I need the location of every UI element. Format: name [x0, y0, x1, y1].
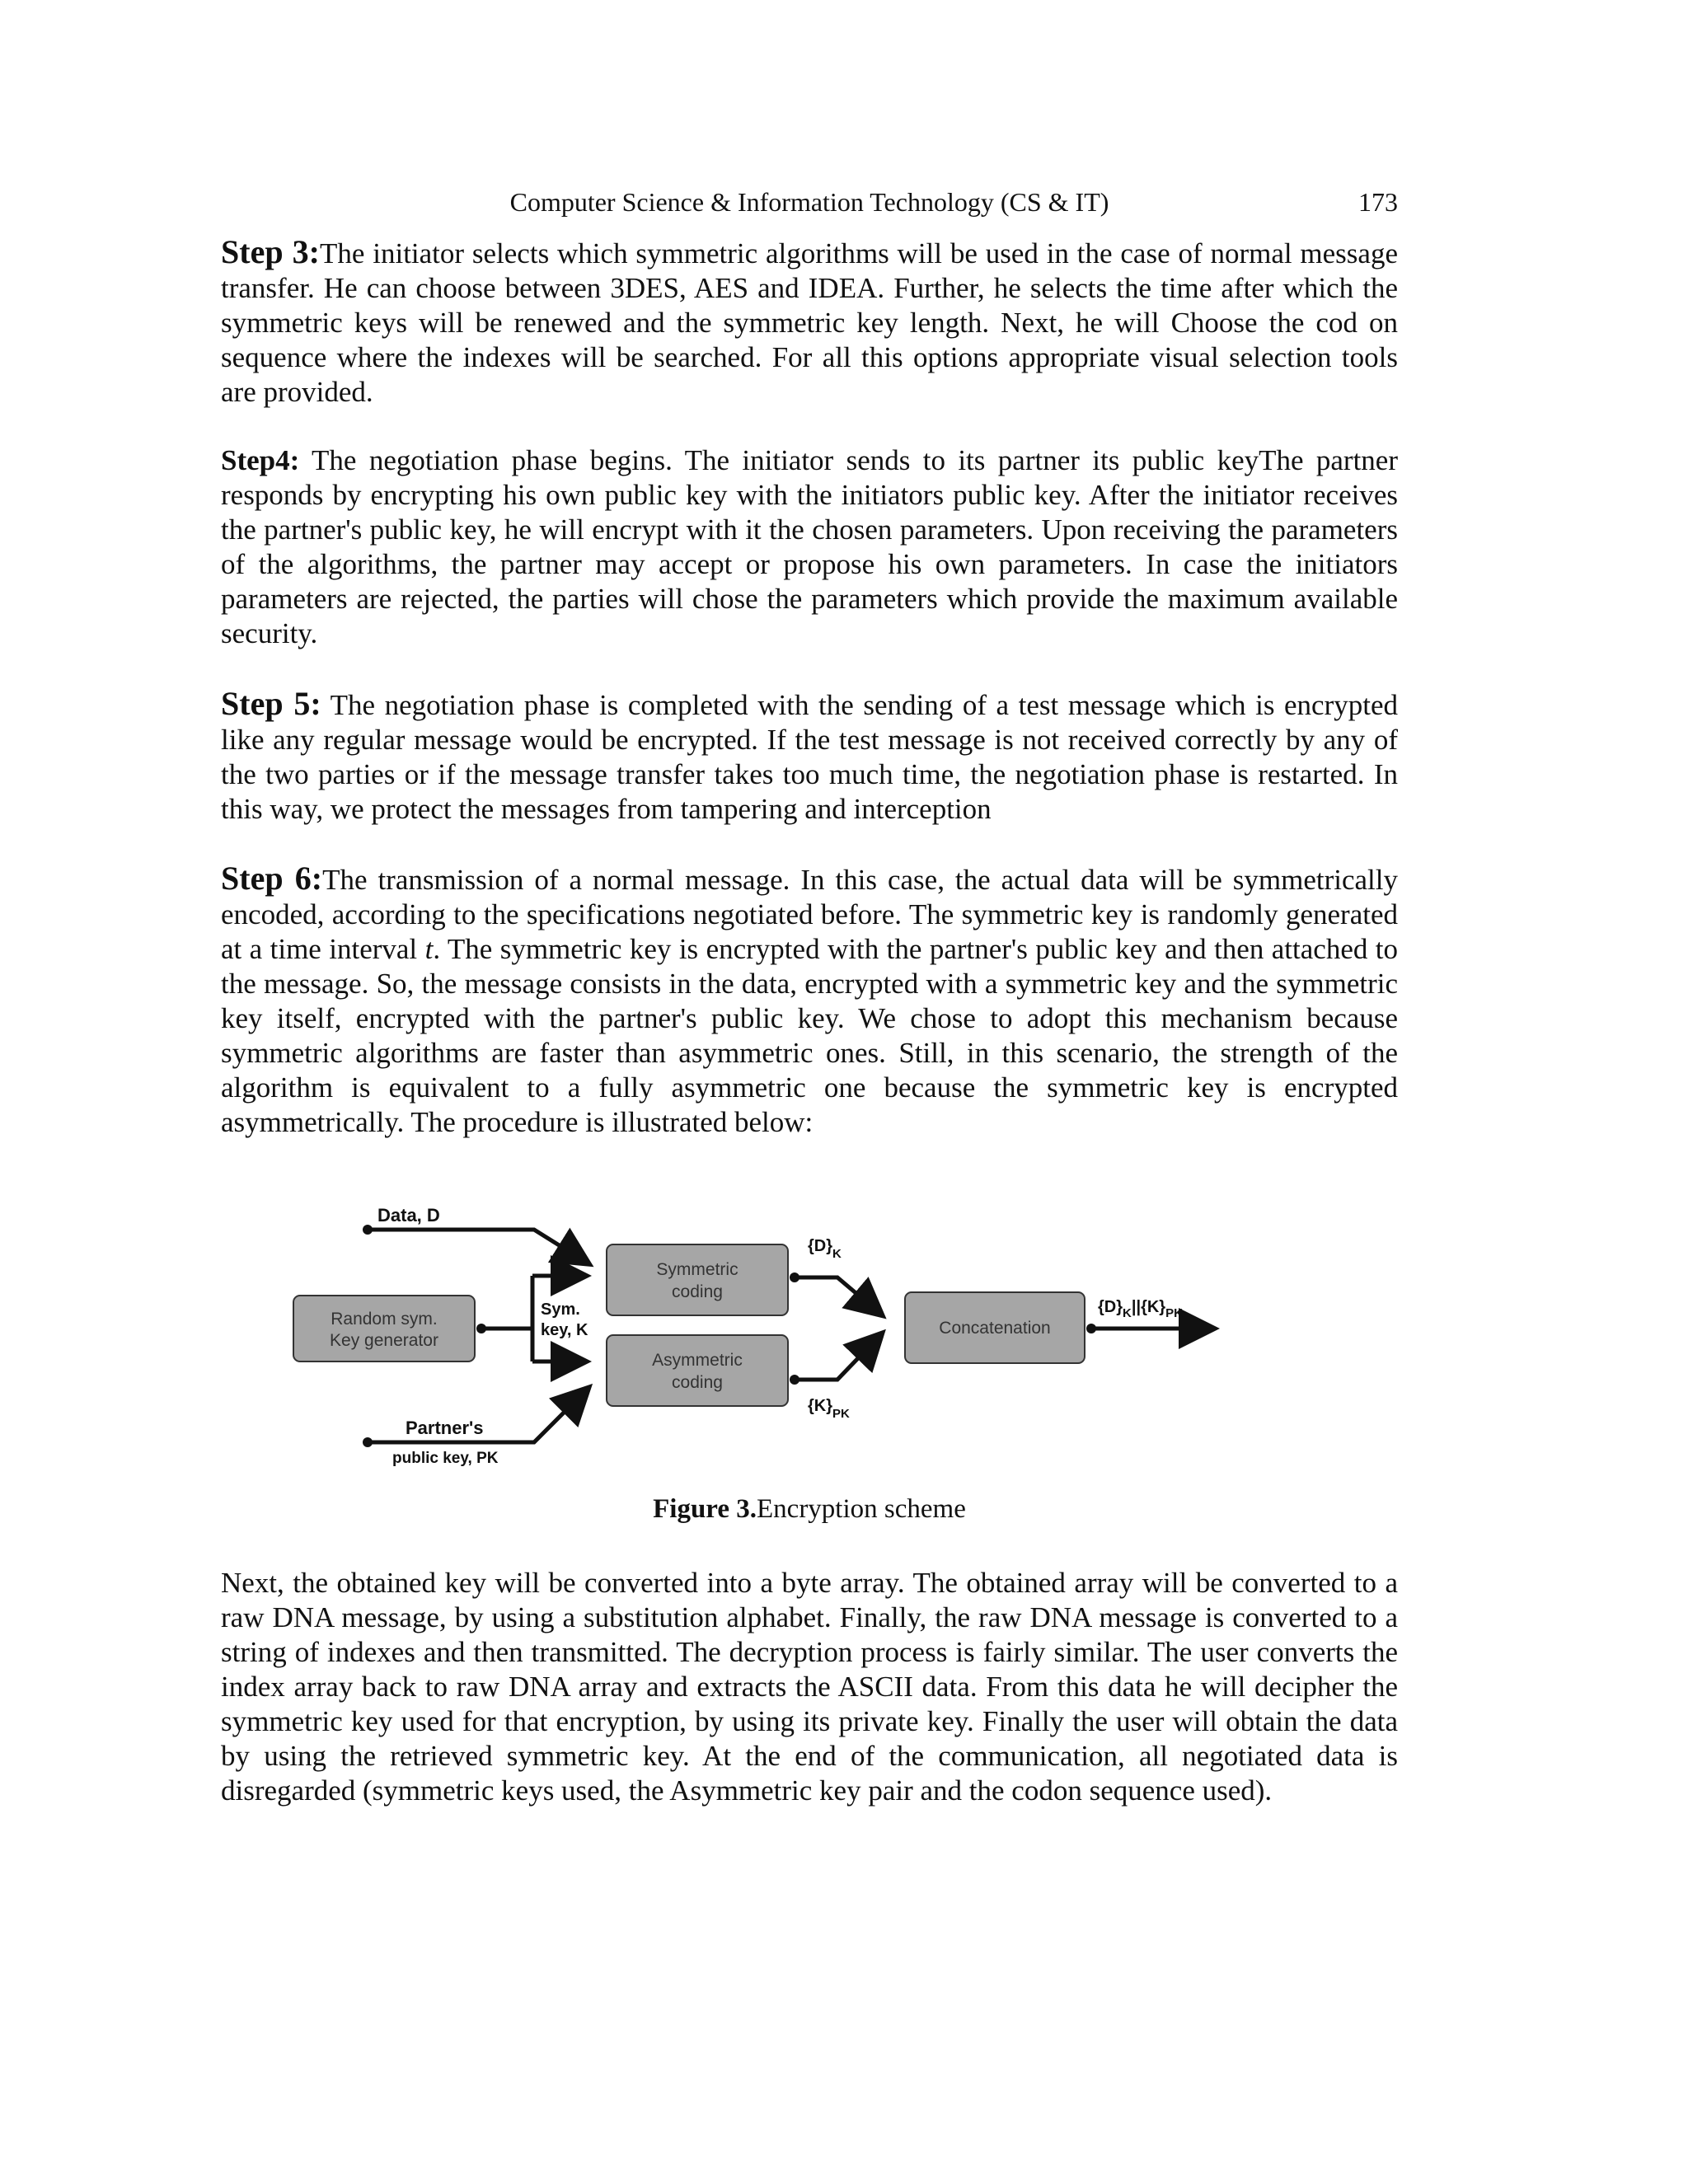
- kpk-label-subscript: PK: [832, 1407, 850, 1421]
- partner-key-label-line2: public key, PK: [392, 1450, 499, 1467]
- output-label-part-b: {K}: [1141, 1298, 1166, 1316]
- asymmetric-coding-line1: Asymmetric: [652, 1351, 743, 1370]
- figure-caption: [221, 1492, 1398, 1526]
- kpk-label: [808, 1397, 850, 1421]
- output-label-part-a: {D}: [1098, 1298, 1123, 1316]
- random-key-generator-box: [293, 1296, 475, 1361]
- encryption-scheme-figure: [280, 1195, 1236, 1475]
- dk-label: [808, 1237, 842, 1261]
- step3-text: The initiator selects which symmetric algorithms will be used in the case of normal message transfer. He can choose between 3DES, AES and IDEA. Further, he selects the time after which the symmetric keys will be renewed and the symmetric key length. Next, he will Choose the cod on sequence where the indexes will be searched. For all this options appropriate visual selection tools are provided.: [221, 237, 1398, 408]
- step6-text-after: . The symmetric key is encrypted with the partner's public key and then attached to the message. So, the message consists in the data, encrypted with a symmetric key and the symmetric key itself, encrypted with the partner's public key. We chose to adopt this mechanism because symmetric algorithms are faster than asymmetric ones. Still, in this scenario, the strength of the algorithm is equivalent to a fully asymmetric one because the symmetric key is encrypted asymmetrically. The procedure is illustrated below:: [221, 933, 1398, 1138]
- asymmetric-output-arrow: [795, 1335, 880, 1380]
- page-number: 173: [1358, 187, 1398, 217]
- output-label-part-b-subscript: PK: [1165, 1306, 1183, 1320]
- step6-paragraph: [221, 861, 1398, 1140]
- time-interval-variable: t: [424, 933, 434, 965]
- data-input-label: Data, D: [377, 1205, 440, 1226]
- output-label-separator: ||: [1131, 1298, 1142, 1316]
- next-paragraph-text: Next, the obtained key will be converted into a byte array. The obtained array will be converted to a raw DNA message, by using a substitution alphabet. Finally, the raw DNA message is converted to a string of indexes and then transmitted. The decryption process is fairly similar. The user converts the index array back to raw DNA array and extracts the ASCII data. From this data he will decipher the symmetric key used for that encryption, by using its private key. Finally the user will obtain the data by using the retrieved symmetric key. At the end of the communication, all negotiated data is disregarded (symmetric keys used, the Asymmetric key pair and the codon sequence used).: [221, 1567, 1398, 1807]
- step4-paragraph: [221, 443, 1398, 651]
- figure-caption-label: Figure 3.: [653, 1494, 757, 1524]
- output-label-part-a-subscript: K: [1123, 1306, 1132, 1320]
- partner-key-label-line1: Partner's: [406, 1418, 484, 1438]
- step5-paragraph: [221, 687, 1398, 827]
- dk-label-subscript: K: [832, 1247, 842, 1261]
- symmetric-coding-line2: coding: [672, 1282, 723, 1301]
- dk-label-main: {D}: [808, 1237, 833, 1255]
- concatenation-label: Concatenation: [939, 1319, 1051, 1338]
- step5-text: The negotiation phase is completed with the sending of a test message which is encrypted like any regular message would be encrypted. If the test message is not received correctly by any of the two parties or if the message transfer takes too much time, the negotiation phase is restarted. In this way, we protect the messages from tampering and interception: [221, 689, 1398, 825]
- step3-label: Step 3:: [221, 233, 320, 270]
- asymmetric-coding-box: [607, 1335, 788, 1406]
- sym-key-label-line2: key, K: [541, 1321, 588, 1339]
- symmetric-output-arrow: [795, 1277, 880, 1314]
- data-arrow: [368, 1230, 587, 1263]
- next-paragraph: [221, 1566, 1398, 1808]
- step5-label: Step 5:: [221, 685, 321, 722]
- kpk-label-main: {K}: [808, 1397, 833, 1415]
- step6-text-before: The transmission of a normal message. In this case, the actual data will be symmetrically encoded, according to the specifications negotiated before. The symmetric key is randomly generated at a time interval: [221, 864, 1398, 965]
- symmetric-coding-box: [607, 1244, 788, 1315]
- symmetric-coding-line1: Symmetric: [656, 1260, 738, 1279]
- step3-paragraph: [221, 235, 1398, 410]
- running-header: [221, 181, 1398, 223]
- random-generator-line2: Key generator: [330, 1331, 438, 1350]
- random-generator-line1: Random sym.: [331, 1310, 438, 1329]
- figure-caption-text: Encryption scheme: [757, 1494, 966, 1524]
- output-label: [1098, 1298, 1183, 1320]
- asymmetric-coding-line2: coding: [672, 1373, 723, 1392]
- journal-title: Computer Science & Information Technology (CS & IT): [509, 187, 1109, 217]
- step4-text: The negotiation phase begins. The initiator sends to its partner its public keyThe partner responds by encrypting his own public key with the initiators public key. After the initiator receives the partner's public key, he will encrypt with it the chosen parameters. Upon receiving the parameters of the algorithms, the partner may accept or propose his own parameters. In case the initiators parameters are rejected, the parties will chose the parameters which provide the maximum available security.: [221, 444, 1398, 649]
- step6-label: Step 6:: [221, 860, 323, 897]
- encryption-scheme-diagram: [280, 1195, 1236, 1475]
- sym-key-label-line1: Sym.: [541, 1301, 580, 1319]
- step4-label: Step4:: [221, 444, 300, 476]
